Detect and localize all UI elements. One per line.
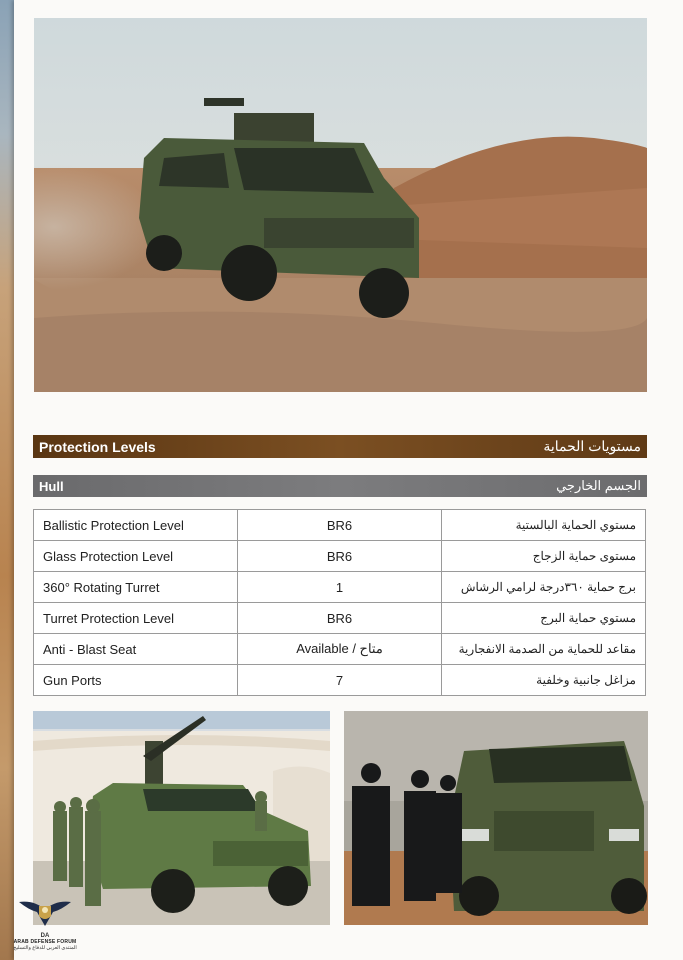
spec-label-en: Glass Protection Level <box>34 541 238 572</box>
spec-label-ar: برج حماية ٣٦٠درجة لرامي الرشاش <box>442 572 646 603</box>
protection-levels-banner <box>33 435 647 458</box>
spec-label-ar: مستوي الحماية البالستية <box>442 510 646 541</box>
table-row <box>34 634 646 665</box>
spec-label-en: 360° Rotating Turret <box>34 572 238 603</box>
spec-label-ar: مستوي حماية البرج <box>442 603 646 634</box>
spec-label-en: Ballistic Protection Level <box>34 510 238 541</box>
logo-initials: DA <box>40 933 50 939</box>
spec-label-ar: مزاغل جانبية وخلفية <box>442 665 646 696</box>
spec-value: Available / متاح <box>238 634 442 665</box>
table-row <box>34 603 646 634</box>
subsection-title-en: Hull <box>39 478 64 494</box>
spec-label-ar: مقاعد للحماية من الصدمة الانفجارية <box>442 634 646 665</box>
spec-value: BR6 <box>238 603 442 634</box>
arab-defense-forum-logo <box>6 896 84 958</box>
special-forces-photo <box>344 711 648 925</box>
logo-name-ar: المنتدى العربي للدفاع والتسليح <box>13 945 77 951</box>
spec-label-en: Gun Ports <box>34 665 238 696</box>
spec-label-ar: مستوى حماية الزجاج <box>442 541 646 572</box>
armored-vehicle-silhouette <box>449 741 647 916</box>
spec-value: 7 <box>238 665 442 696</box>
subsection-title-ar: الجسم الخارجي <box>556 478 641 493</box>
section-title-en: Protection Levels <box>39 438 156 455</box>
table-row <box>34 665 646 696</box>
table-row <box>34 572 646 603</box>
spec-value: BR6 <box>238 510 442 541</box>
hull-banner <box>33 475 647 497</box>
table-row <box>34 510 646 541</box>
spec-value: 1 <box>238 572 442 603</box>
spec-label-en: Anti - Blast Seat <box>34 634 238 665</box>
spec-label-en: Turret Protection Level <box>34 603 238 634</box>
spec-value: BR6 <box>238 541 442 572</box>
section-title-ar: مستويات الحماية <box>543 438 641 454</box>
protection-spec-table <box>33 509 646 696</box>
table-row <box>34 541 646 572</box>
soldiers-vehicle-photo <box>33 711 330 925</box>
eagle-shield-icon <box>17 896 73 930</box>
hero-vehicle-photo <box>34 18 647 392</box>
logo-name: ARAB DEFENSE FORUM <box>13 939 77 945</box>
